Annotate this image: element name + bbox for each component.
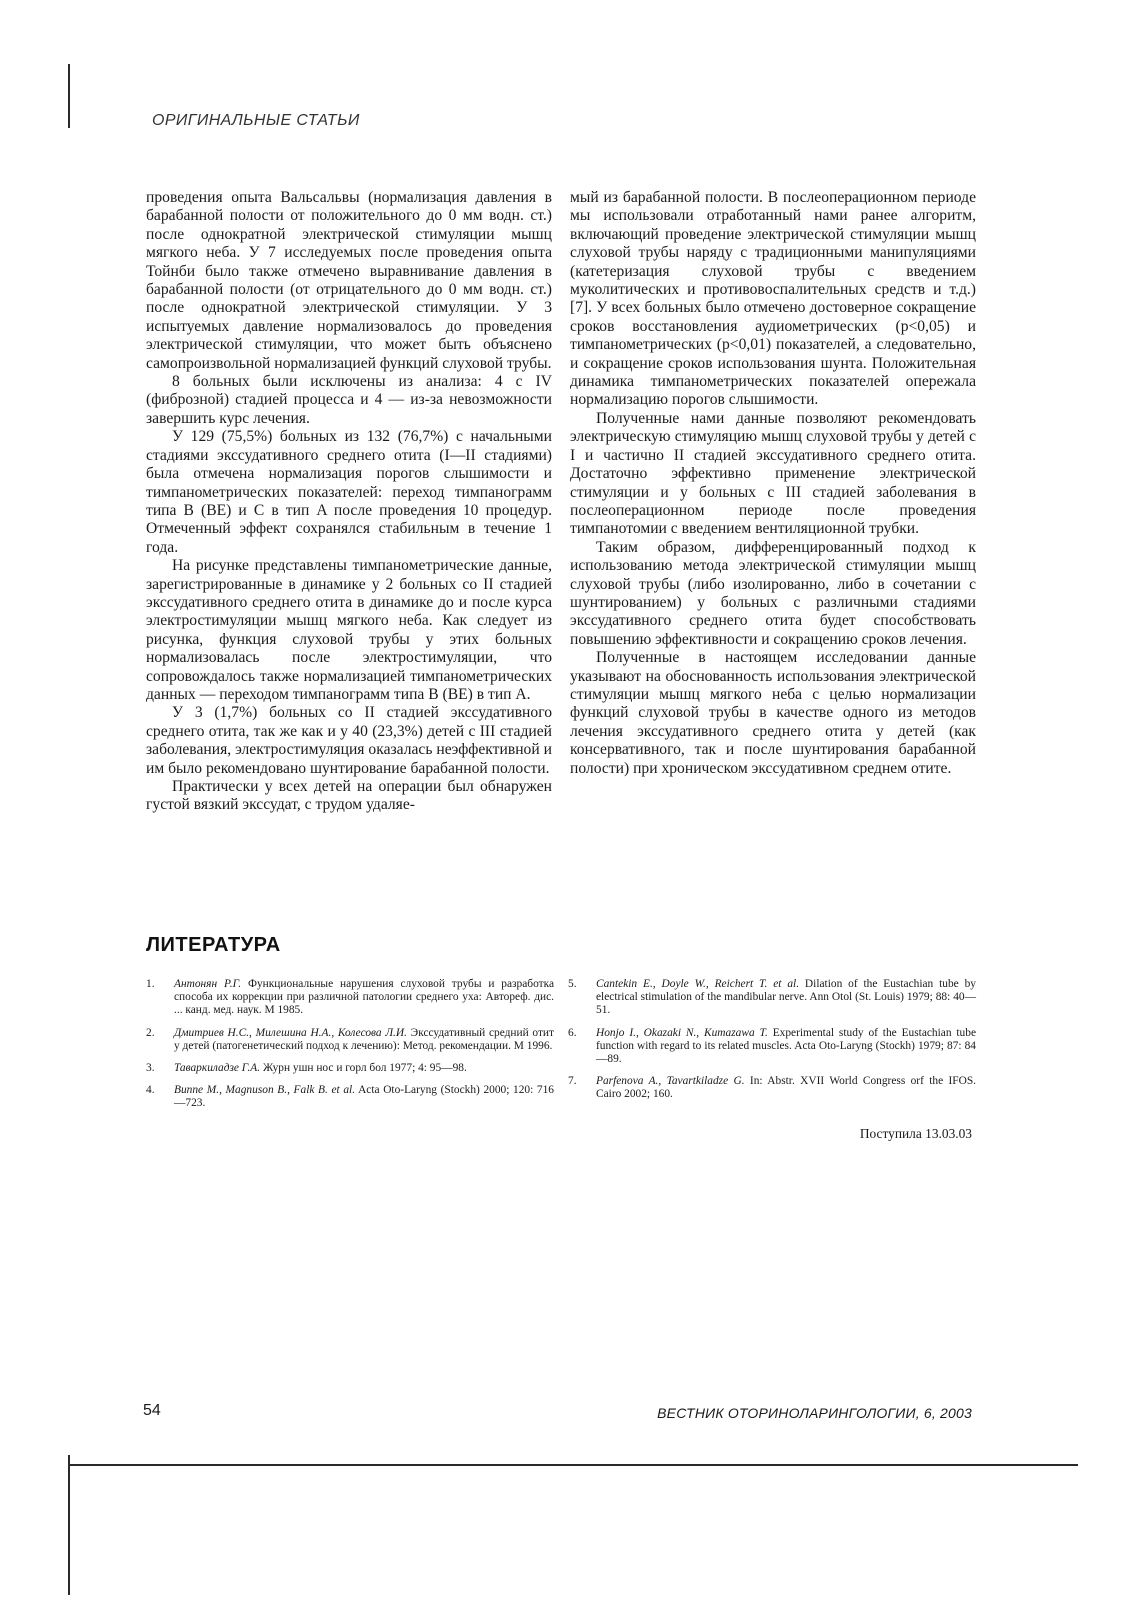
reference-authors: Parfenova A., Tavartkiladze G. <box>596 1075 745 1088</box>
reference-authors: Bunne M., Magnuson B., Falk B. et al. <box>174 1084 356 1097</box>
references-heading: ЛИТЕРАТУРА <box>146 934 281 956</box>
paragraph: мый из барабанной полости. В послеоперационном периоде мы использовали отработанный нами ранее алгоритм, включающий проведение электрической стимуляции мышц слуховой трубы наряду с традиционными манипуляциями (катетеризация слуховой трубы с введением муколитических и противовоспалительных средств и т.д.) [7]. У всех больных было отмечено достоверное сокращение сроков восстановления аудиометрических (p<0,05) и тимпанометрических (p<0,01) показателей, а следовательно, и сокращение сроков использования шунта. Положительная динамика тимпанометрических показателей опережала нормализацию порогов слышимости. <box>570 189 976 409</box>
reference-number: 3. <box>146 1062 155 1075</box>
reference-item <box>146 1027 554 1053</box>
reference-item <box>568 1027 976 1067</box>
paragraph: Практически у всех детей на операции был обнаружен густой вязкий экссудат, с трудом удаляе- <box>146 778 552 814</box>
reference-number: 6. <box>568 1026 577 1039</box>
body-column-right <box>570 189 976 778</box>
received-date: Поступила 13.03.03 <box>859 1126 972 1141</box>
reference-number: 5. <box>568 978 577 990</box>
reference-authors: Антонян Р.Г. <box>174 978 242 990</box>
reference-number: 7. <box>568 1075 577 1088</box>
reference-text: Таваркиладзе Г.А. Журн ушн нос и горл бол 1977; 4: 95—98. <box>174 1062 467 1075</box>
paragraph: На рисунке представлены тимпанометрические данные, зарегистрированные в динамике у 2 больных со II стадией экссудативного среднего отита в динамике до и после курса электростимуляции мышц мягкого неба. Как следует из рисунка, функция слуховой трубы у этих больных нормализовалась после электростимуляции, что сопровождалось также нормализацией тимпанометрических данных — переходом тимпанограмм типа B (BE) в тип A. <box>146 557 552 703</box>
reference-text: Антонян Р.Г. Функциональные нарушения слуховой трубы и разработка способа их коррекции при различной патологии среднего уха: Автореф. дис. ... канд. мед. наук. М 1985. <box>174 978 555 1017</box>
journal-title: ВЕСТНИК ОТОРИНОЛАРИНГОЛОГИИ, 6, 2003 <box>657 1405 972 1421</box>
paragraph: Полученные нами данные позволяют рекомендовать электрическую стимуляцию мышц слуховой трубы у детей с I и частично II стадией экссудативного среднего отита. Достаточно эффективно применение электрической стимуляции и у больных с III стадией заболевания в послеоперационном периоде после проведения тимпанотомии с введением вентиляционной трубки. <box>570 409 976 538</box>
reference-authors: Honjo I., Okazaki N., Kumazawa T. <box>596 1026 768 1039</box>
reference-number: 2. <box>146 1026 155 1039</box>
references-list-right <box>568 978 976 1111</box>
reference-authors: Таваркиладзе Г.А. <box>174 1062 261 1075</box>
references-list-left <box>146 978 554 1120</box>
paragraph: проведения опыта Вальсальвы (нормализация давления в барабанной полости от положительного до 0 мм водн. ст.) после однократной электрической стимуляции мышц мягкого неба. У 7 исследуемых после проведения опыта Тойнби было также отмечено выравнивание давления в барабанной полости (от отрицательного до 0 мм водн. ст.) после однократной электрической стимуляции. У 3 испытуемых давление нормализовалось до проведения электрической стимуляции, что может быть объяснено самопроизвольной нормализацией функций слуховой трубы. <box>146 189 552 372</box>
reference-text: Bunne M., Magnuson B., Falk B. et al. Acta Oto-Laryng (Stockh) 2000; 120: 716—723. <box>174 1084 554 1110</box>
page-number: 54 <box>143 1402 161 1419</box>
reference-text: Cantekin E., Doyle W., Reichert T. et al. Dilation of the Eustachian tube by electrical stimulation of the mandibular nerve. Ann Otol (St. Louis) 1979; 88: 40—51. <box>596 978 976 1017</box>
reference-item <box>568 1075 976 1101</box>
reference-text: Дмитриев Н.С., Милешина Н.А., Колесова Л.И. Экссудативный средний отит у детей (патогенетический подход к лечению): Метод. рекомендации. М 1996. <box>174 1026 554 1052</box>
reference-text: Parfenova A., Tavartkiladze G. In: Abstr. XVII World Congress orf the IFOS. Cairo 2002; 160. <box>596 1075 977 1101</box>
paragraph: У 3 (1,7%) больных со II стадией экссудативного среднего отита, так же как и у 40 (23,3%) детей с III стадией заболевания, электростимуляция оказалась неэффективной и им было рекомендовано шунтирование барабанной полости. <box>146 704 552 777</box>
paragraph: У 129 (75,5%) больных из 132 (76,7%) с начальными стадиями экссудативного среднего отита (I—II стадиями) была отмечена нормализация порогов слышимости и тимпанометрических показателей: переход тимпанограмм типа B (BE) и C в тип A после проведения 10 процедур. Отмеченный эффект сохранялся стабильным в течение 1 года. <box>146 428 552 556</box>
scan-edge-line <box>68 64 70 128</box>
reference-item <box>146 1062 554 1075</box>
section-label: ОРИГИНАЛЬНЫЕ СТАТЬИ <box>152 112 360 129</box>
reference-number: 1. <box>146 978 155 990</box>
reference-item <box>146 978 554 1018</box>
reference-item <box>568 978 976 1018</box>
reference-number: 4. <box>146 1084 155 1097</box>
reference-text: Honjo I., Okazaki N., Kumazawa T. Experimental study of the Eustachian tube function with regard to its related muscles. Acta Oto-Laryng (Stockh) 1979; 87: 84—89. <box>596 1026 977 1066</box>
reference-authors: Дмитриев Н.С., Милешина Н.А., Колесова Л.И. <box>174 1026 407 1039</box>
paragraph: Полученные в настоящем исследовании данные указывают на обоснованность использования электрической стимуляции мышц мягкого неба с целью нормализации функций слуховой трубы в качестве одного из методов лечения экссудативного среднего отита у детей (как консервативного, так и после шунтирования барабанной полости) при хроническом экссудативном среднем отите. <box>570 649 976 777</box>
reference-authors: Cantekin E., Doyle W., Reichert T. et al. <box>596 978 800 990</box>
scan-edge-line <box>68 1455 70 1595</box>
paragraph: 8 больных были исключены из анализа: 4 с IV (фиброзной) стадией процесса и 4 — из-за невозможности завершить курс лечения. <box>146 373 552 427</box>
paragraph: Таким образом, дифференцированный подход к использованию метода электрической стимуляции мышц слуховой трубы (либо изолированно, либо в сочетании с шунтированием) у больных с различными стадиями экссудативного среднего отита будет способствовать повышению эффективности и сокращению сроков лечения. <box>570 538 976 648</box>
reference-item <box>146 1084 554 1110</box>
scan-edge-line <box>68 1464 1078 1466</box>
body-column-left <box>146 189 552 815</box>
